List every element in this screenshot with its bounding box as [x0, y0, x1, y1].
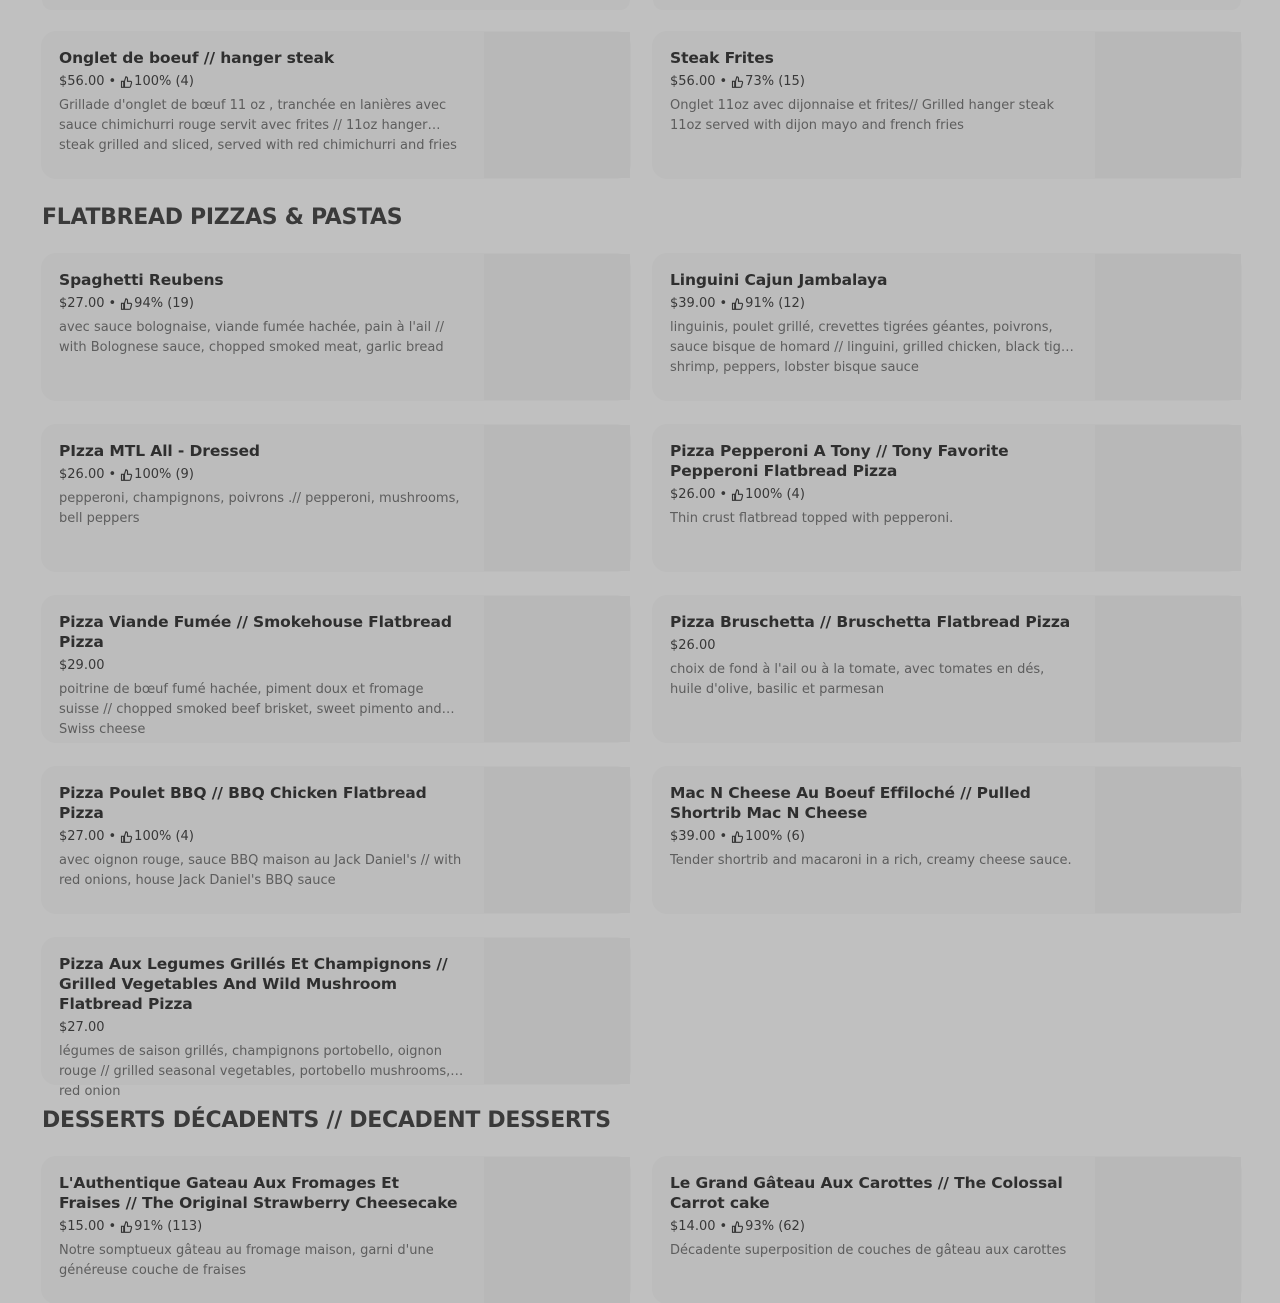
item-image	[484, 254, 630, 400]
separator-dot: •	[108, 1219, 117, 1234]
item-price: $39.00	[670, 296, 716, 311]
item-title: Steak Frites	[670, 49, 774, 67]
item-price: $26.00	[670, 638, 716, 653]
item-image	[1095, 425, 1241, 571]
thumbs-up-icon	[120, 831, 132, 843]
item-image	[484, 938, 630, 1084]
item-price: $27.00	[59, 1020, 105, 1035]
item-title: Le Grand Gâteau Aux Carottes // The Colossal Carrot cake	[670, 1174, 1063, 1212]
item-title: Linguini Cajun Jambalaya	[670, 271, 888, 289]
item-price: $14.00	[670, 1219, 716, 1234]
item-price: $26.00	[59, 467, 105, 482]
item-image	[1095, 596, 1241, 742]
separator-dot: •	[719, 487, 728, 502]
item-image	[484, 596, 630, 742]
item-description: pepperoni, champignons, poivrons .// pepperoni, mushrooms, bell peppers	[59, 491, 460, 526]
item-price: $27.00	[59, 296, 105, 311]
menu-item-card[interactable]	[653, 1157, 1241, 1303]
item-meta	[670, 485, 1075, 505]
item-description: poitrine de bœuf fumé hachée, piment doux et fromage suisse // chopped smoked beef brisket, sweet pimento and Swiss cheese	[59, 682, 442, 737]
item-image	[1095, 1157, 1241, 1303]
separator-dot: •	[719, 1219, 728, 1234]
item-meta	[670, 294, 1075, 314]
item-rating: 91% (113)	[134, 1219, 203, 1234]
item-price: $56.00	[670, 74, 716, 89]
item-meta	[59, 827, 464, 847]
thumbs-up-icon	[731, 76, 743, 88]
menu-item-card[interactable]	[42, 425, 630, 571]
item-title: Pizza Poulet BBQ // BBQ Chicken Flatbread Pizza	[59, 784, 427, 822]
section-title: FLATBREAD PIZZAS & PASTAS	[42, 205, 403, 230]
section-title: DESSERTS DÉCADENTS // DECADENT DESSERTS	[42, 1108, 611, 1133]
thumbs-up-icon	[731, 831, 743, 843]
item-rating: 100% (4)	[134, 829, 194, 844]
thumbs-up-icon	[120, 76, 132, 88]
separator-dot: •	[108, 829, 117, 844]
item-title: Spaghetti Reubens	[59, 271, 224, 289]
separator-dot: •	[719, 74, 728, 89]
item-rating: 73% (15)	[745, 74, 805, 89]
item-title: Mac N Cheese Au Boeuf Effiloché // Pulled Shortrib Mac N Cheese	[670, 784, 1031, 822]
item-rating: 100% (9)	[134, 467, 194, 482]
item-title: Pizza Pepperoni A Tony // Tony Favorite Pepperoni Flatbread Pizza	[670, 442, 1009, 480]
item-price: $27.00	[59, 829, 105, 844]
item-image	[484, 425, 630, 571]
item-title: Pizza Bruschetta // Bruschetta Flatbread Pizza	[670, 613, 1071, 631]
menu-item-card[interactable]	[42, 1157, 630, 1303]
item-rating: 100% (6)	[745, 829, 805, 844]
item-title: Pizza Aux Legumes Grillés Et Champignons // Grilled Vegetables And Wild Mushroom Flatbread Pizza	[59, 955, 448, 1013]
menu-item-card[interactable]	[653, 596, 1241, 742]
item-meta	[59, 1217, 464, 1237]
item-meta	[59, 656, 464, 676]
item-description: Thin crust flatbread topped with pepperoni.	[670, 511, 954, 526]
thumbs-up-icon	[120, 1221, 132, 1233]
item-title: Onglet de boeuf // hanger steak	[59, 49, 335, 67]
item-image	[1095, 32, 1241, 178]
item-description: Onglet 11oz avec dijonnaise et frites// Grilled hanger steak 11oz served with dijon mayo and french fries	[670, 98, 1055, 133]
item-rating: 91% (12)	[745, 296, 805, 311]
item-meta	[59, 465, 464, 485]
item-description: avec oignon rouge, sauce BBQ maison au Jack Daniel's // with red onions, house Jack Daniel's BBQ sauce	[59, 853, 462, 888]
thumbs-up-icon	[731, 298, 743, 310]
menu-item-card[interactable]	[653, 425, 1241, 571]
menu-item-card[interactable]	[42, 254, 630, 400]
item-image	[1095, 767, 1241, 913]
item-meta	[59, 1018, 464, 1038]
separator-dot: •	[719, 829, 728, 844]
thumbs-up-icon	[731, 489, 743, 501]
item-rating: 94% (19)	[134, 296, 194, 311]
item-image	[1095, 254, 1241, 400]
item-price: $56.00	[59, 74, 105, 89]
separator-dot: •	[719, 296, 728, 311]
item-image	[484, 32, 630, 178]
separator-dot: •	[108, 467, 117, 482]
item-meta	[59, 294, 464, 314]
menu-item-card[interactable]	[42, 32, 630, 178]
menu-card-partial[interactable]	[42, 0, 630, 10]
menu-card-partial[interactable]	[653, 0, 1241, 10]
menu-item-card[interactable]	[42, 938, 630, 1099]
item-image	[484, 767, 630, 913]
item-title: L'Authentique Gateau Aux Fromages Et Fraises // The Original Strawberry Cheesecake	[59, 1174, 458, 1212]
item-price: $29.00	[59, 658, 105, 673]
item-rating: 100% (4)	[745, 487, 805, 502]
thumbs-up-icon	[120, 298, 132, 310]
item-meta	[670, 827, 1075, 847]
item-description: Notre somptueux gâteau au fromage maison, garni d'une généreuse couche de fraises	[59, 1243, 434, 1278]
item-description: légumes de saison grillés, champignons portobello, oignon rouge // grilled seasonal vegetables, portobello mushrooms, red onion	[59, 1044, 451, 1099]
thumbs-up-icon	[731, 1221, 743, 1233]
separator-dot: •	[108, 296, 117, 311]
menu-item-card[interactable]	[653, 32, 1241, 178]
item-description: choix de fond à l'ail ou à la tomate, avec tomates en dés, huile d'olive, basilic et parmesan	[670, 662, 1045, 697]
thumbs-up-icon	[120, 469, 132, 481]
item-description: linguinis, poulet grillé, crevettes tigrées géantes, poivrons, sauce bisque de homard // linguini, grilled chicken, black tiger shrimp, peppers, lobster bisque sauce	[670, 320, 1075, 375]
item-description: Tender shortrib and macaroni in a rich, creamy cheese sauce.	[670, 853, 1072, 868]
item-description: avec sauce bolognaise, viande fumée hachée, pain à l'ail // with Bolognese sauce, chopped smoked meat, garlic bread	[59, 320, 444, 355]
menu-item-card[interactable]	[653, 254, 1241, 400]
item-description: Grillade d'onglet de bœuf 11 oz , tranchée en lanières avec sauce chimichurri rouge servit avec frites // 11oz hanger steak grilled and sliced, served with red chimichurri and fries	[59, 98, 457, 153]
item-meta	[670, 72, 1075, 92]
item-description: Décadente superposition de couches de gâteau aux carottes	[670, 1243, 1067, 1258]
item-image	[484, 1157, 630, 1303]
menu-item-card[interactable]	[42, 767, 630, 913]
item-title: PIzza MTL All - Dressed	[59, 442, 260, 460]
item-rating: 93% (62)	[745, 1219, 805, 1234]
menu-item-card[interactable]	[42, 596, 630, 742]
separator-dot: •	[108, 74, 117, 89]
item-meta	[670, 636, 1075, 656]
menu-item-card[interactable]	[653, 767, 1241, 913]
item-price: $39.00	[670, 829, 716, 844]
item-price: $15.00	[59, 1219, 105, 1234]
item-meta	[59, 72, 464, 92]
item-title: Pizza Viande Fumée // Smokehouse Flatbread Pizza	[59, 613, 452, 651]
item-meta	[670, 1217, 1075, 1237]
item-rating: 100% (4)	[134, 74, 194, 89]
item-price: $26.00	[670, 487, 716, 502]
